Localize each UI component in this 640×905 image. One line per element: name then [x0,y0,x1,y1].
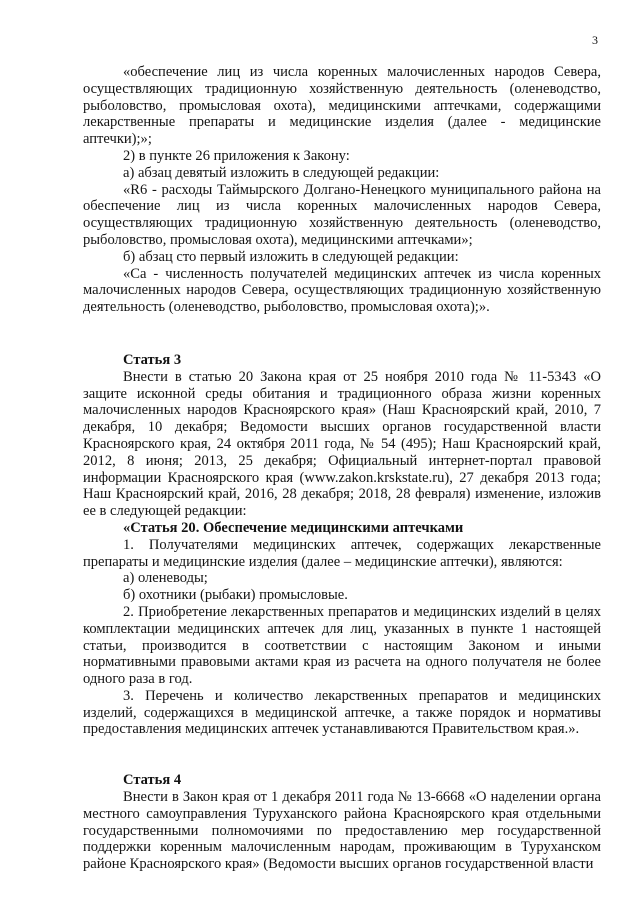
article-3-title: Статья 3 [123,351,182,368]
paragraph: «R6 - расходы Таймырского Долгано-Ненецкого муниципального района на обеспечение лиц из числа коренных малочисленных народов Севера, осуществляющих традиционную хозяйственную деятельность (оленеводство, рыболовство, промысловая охота), медицинскими аптечками»; [83,181,601,248]
paragraph: а) абзац девятый изложить в следующей редакции: [123,164,440,181]
paragraph: б) абзац сто первый изложить в следующей редакции: [123,248,459,265]
article-3-intro: Внести в статью 20 Закона края от 25 ноября 2010 года № 11-5343 «О защите исконной среды обитания и традиционного образа жизни коренных малочисленных народов Красноярского края» (Наш Красноярский край, 2010, 7 декабря, 10 декабря; Ведомости высших органов государственной власти Красноярского края, 24 октября 2011 года, № 54 (495); Наш Красноярский край, 2012, 8 июня; 2013, 25 декабря; Официальный интернет-портал правовой информации Красноярского края (www.zakon.krskstate.ru), 27 декабря 2013 года; Наш Красноярский край, 2016, 28 декабря; 2018, 28 февраля) изменение, изложив ее в следующей редакции: [83,368,601,520]
paragraph: 2) в пункте 26 приложения к Закону: [123,147,350,164]
article-3-item: 1. Получателями медицинских аптечек, содержащих лекарственные препараты и медицинские изделия (далее – медицинские аптечки), являются: [83,536,601,570]
spacer [83,316,601,352]
article-3-item: 3. Перечень и количество лекарственных препаратов и медицинских изделий, содержащихся в медицинской аптечке, а также порядок и нормативы предоставления медицинских аптечек устанавливаются Правительством края.». [83,687,601,738]
article-3-subtitle: «Статья 20. Обеспечение медицинскими аптечками [123,519,464,536]
article-4-title: Статья 4 [123,772,182,789]
document-body [83,64,601,873]
paragraph: «Са - численность получателей медицинских аптечек из числа коренных малочисленных народов Севера, осуществляющих традиционную хозяйственную деятельность (оленеводство, рыболовство, промысловая охота);». [83,265,601,316]
article-3-item: б) охотники (рыбаки) промысловые. [123,587,348,604]
article-4-intro: Внести в Закон края от 1 декабря 2011 года № 13-6668 «О наделении органа местного самоуправления Туруханского района Красноярского края отдельными государственными полномочиями по предоставлению мер государственной поддержки коренным малочисленным народам, проживающим в Туруханском районе Красноярского края» (Ведомости высших органов государственной власти [83,789,601,873]
article-3-item: а) оленеводы; [123,570,208,587]
spacer [83,738,601,772]
page-number: 3 [592,33,598,47]
paragraph: «обеспечение лиц из числа коренных малочисленных народов Севера, осуществляющих традиционную хозяйственную деятельность (оленеводство, рыболовство, промысловая охота), медицинскими аптечками, содержащими лекарственные препараты и медицинские изделия (далее - медицинские аптечки);»; [83,64,601,148]
article-3-item: 2. Приобретение лекарственных препаратов и медицинских изделий в целях комплектации медицинских аптечек для лиц, указанных в пункте 1 настоящей статьи, производится в соответствии с настоящим Законом и иными нормативными правовыми актами края из расчета на одного получателя не более одного раза в год. [83,603,601,688]
